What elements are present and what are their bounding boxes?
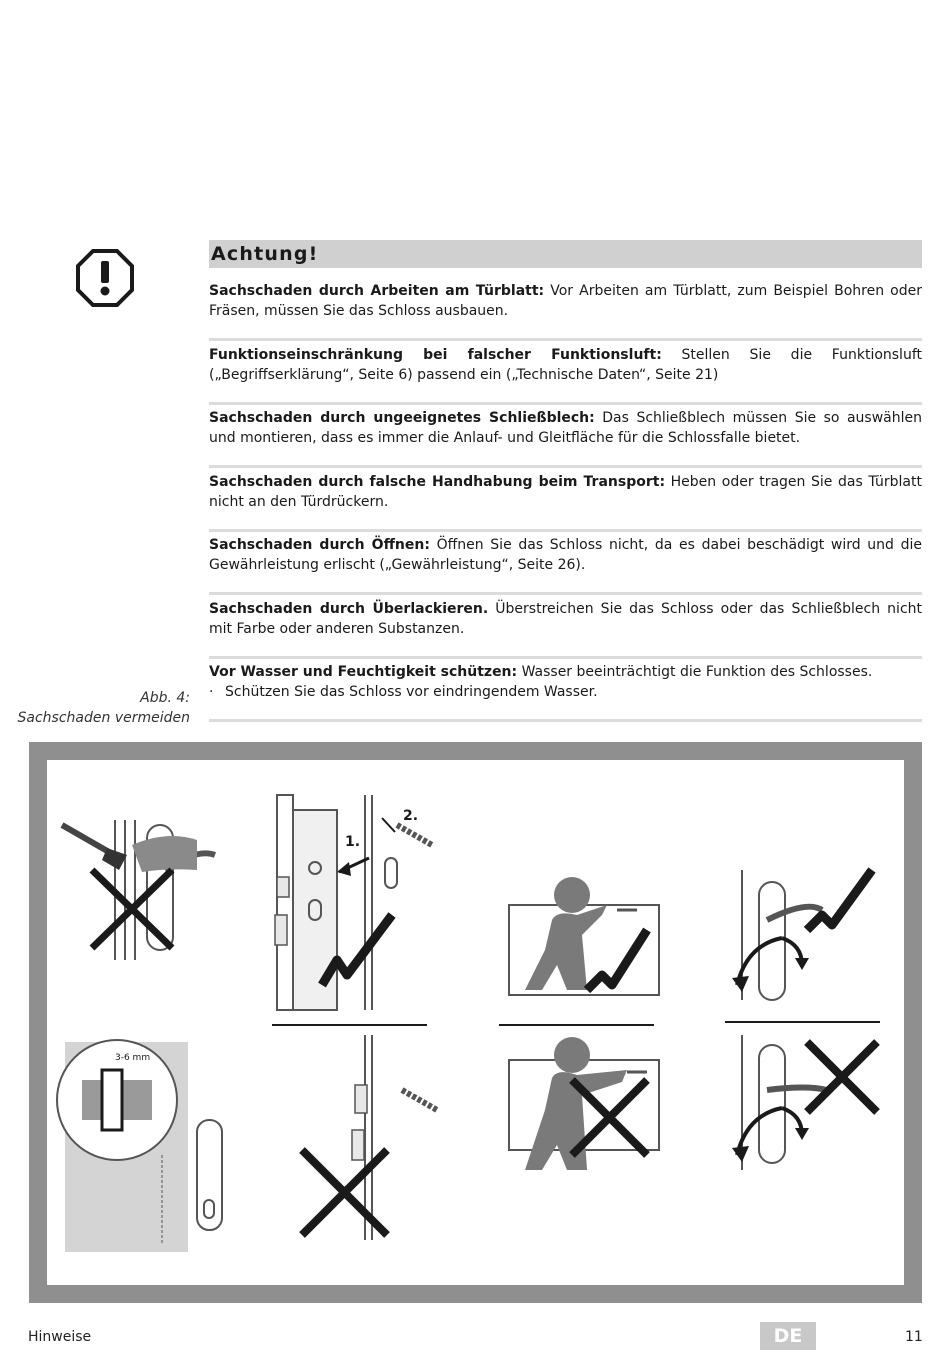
notice-item-text: Öffnen Sie das Schloss nicht, da es dabei beschädigt wird und die Gewährleistung erlischt („Gewährleistung“, Seite 26). (209, 537, 922, 573)
paint-brush-panel (62, 820, 215, 960)
notice-item-label: Sachschaden durch Öffnen: (209, 537, 430, 553)
notice-items (209, 281, 922, 722)
notice-item-label: Sachschaden durch ungeeignetes Schließblech: (209, 410, 595, 426)
lock-install-panel (272, 795, 432, 1025)
figure-frame (29, 742, 922, 1303)
drilling-panel (302, 1035, 437, 1240)
notice-item (209, 281, 922, 341)
notice-header-bar (209, 240, 922, 268)
notice-item-text: Stellen Sie die Funktionsluft („Begriffserklärung“, Seite 6) passend ein („Technische Daten“, Seite 21) (209, 346, 922, 383)
gap-measure-label: 3-6 mm (115, 1053, 151, 1063)
handle-rotate-wrong-panel (732, 1035, 877, 1170)
illustration-canvas (47, 760, 904, 1285)
notice-item (209, 472, 922, 532)
gap-detail-panel (57, 1040, 222, 1252)
language-badge: DE (760, 1322, 816, 1350)
notice-title: Achtung! (211, 243, 319, 265)
figure-caption (18, 688, 190, 728)
notice-item (209, 535, 922, 595)
notice-item (209, 345, 922, 405)
figure-caption-title: Sachschaden vermeiden (17, 710, 190, 726)
page-number: 11 (905, 1329, 923, 1345)
notice-item-label: Vor Wasser und Feuchtigkeit schützen: (209, 664, 518, 680)
notice-item-text: Heben oder tragen Sie das Türblatt nicht an den Türdrückern. (209, 473, 922, 510)
notice-item (209, 408, 922, 468)
warning-octagon-icon (76, 249, 134, 307)
notice-item (209, 599, 922, 659)
bullet-marker: · (209, 684, 214, 700)
figure-illustration (47, 760, 904, 1285)
person-handle-ok-panel (499, 877, 659, 1025)
handle-rotate-ok-panel (725, 870, 880, 1022)
notice-item-text: Überstreichen Sie das Schloss oder das Schließblech nicht mit Farbe oder anderen Substanzen. (209, 600, 922, 637)
step-two-label: 2. (403, 808, 419, 824)
notice-item-text: Das Schließblech müssen Sie so auswählen und montieren, dass es immer die Anlauf- und Gleitfläche für die Schlossfalle bietet. (209, 410, 922, 446)
notice-item-text: Wasser beeinträchtigt die Funktion des Schlosses. (517, 664, 873, 680)
person-lift-handle-panel (509, 1037, 659, 1170)
bullet-text: Schützen Sie das Schloss vor eindringendem Wasser. (225, 684, 598, 700)
notice-item-label: Sachschaden durch falsche Handhabung beim Transport: (209, 473, 666, 490)
notice-item-label: Sachschaden durch Überlackieren. (209, 600, 489, 617)
footer-section: Hinweise (28, 1329, 92, 1345)
notice-item-label: Funktionseinschränkung bei falscher Funktionsluft: (209, 346, 662, 363)
step-one-label: 1. (345, 834, 361, 850)
notice-item-text: Vor Arbeiten am Türblatt, zum Beispiel Bohren oder Fräsen, müssen Sie das Schloss ausbauen. (209, 283, 922, 319)
notice-item-label: Sachschaden durch Arbeiten am Türblatt: (209, 283, 545, 299)
notice-item-last (209, 662, 922, 722)
figure-caption-number: Abb. 4: (140, 690, 190, 706)
